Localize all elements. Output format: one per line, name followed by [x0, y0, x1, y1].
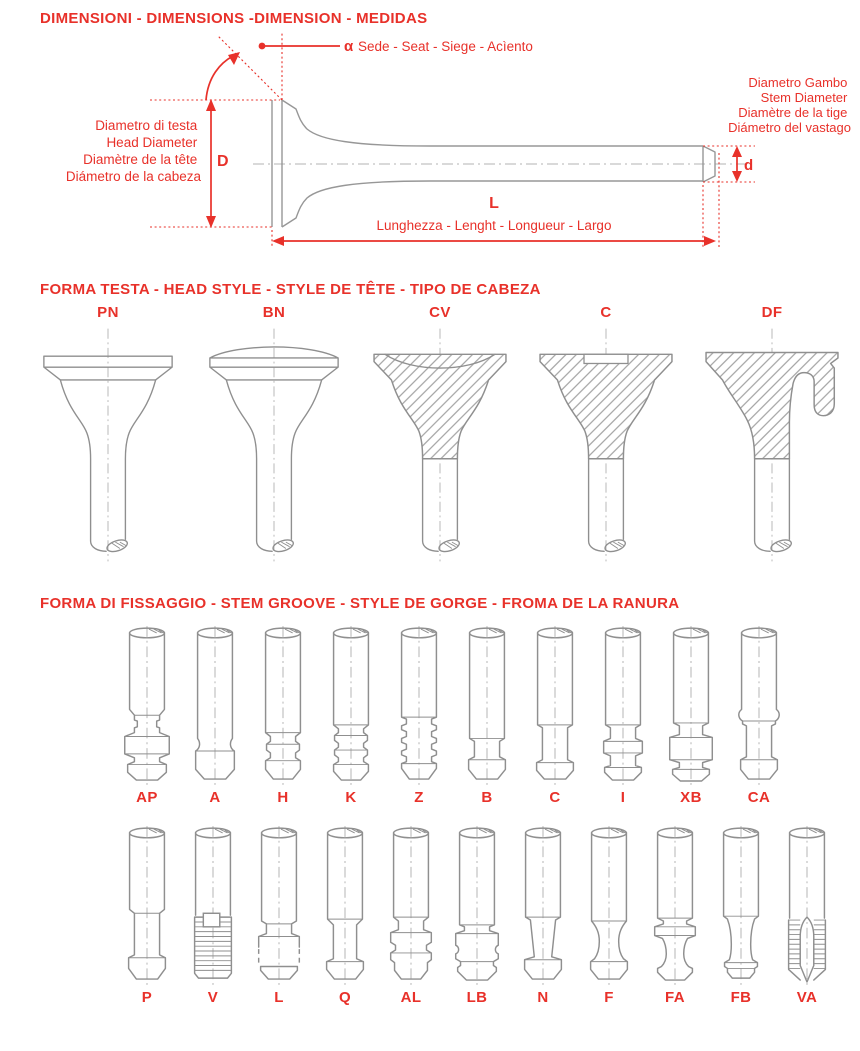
dimensions-section: [0, 0, 860, 259]
stem-diameter-symbol: d: [744, 157, 754, 174]
seat-angle-diagonal-guide: [217, 35, 282, 100]
stem-groove-figure-fa: [642, 824, 708, 1010]
head-styles-section: [0, 281, 860, 565]
stem-groove-figure-ca: [725, 624, 793, 810]
head-style-drawing-pn: [30, 325, 186, 565]
head-diameter-arrowhead-bottom: [206, 216, 216, 228]
stem-groove-figure-l: [246, 824, 312, 1010]
stem-groove-drawing-n: [513, 824, 573, 989]
head-style-figure-pn: [25, 304, 191, 565]
head-diameter-label: [66, 118, 202, 184]
stem-groove-figure-fb: [708, 824, 774, 1010]
stem-groove-figure-p: [114, 824, 180, 1010]
head-style-drawing-c: [528, 325, 684, 565]
head-style-label: CV: [429, 304, 451, 321]
stem-diameter-line1: Diametro Gambo: [748, 75, 848, 90]
head-style-drawing-bn: [196, 325, 352, 565]
stem-groove-drawing-lb: [447, 824, 507, 989]
stem-groove-label: H: [277, 789, 289, 806]
stem-groove-drawing-c: [525, 624, 585, 789]
stem-groove-label: XB: [680, 789, 702, 806]
stem-diameter-label: [728, 75, 851, 135]
stem-groove-drawing-a: [185, 624, 245, 789]
seat-symbol: α: [344, 38, 354, 55]
stem-groove-figure-xb: [657, 624, 725, 810]
head-diameter-line3: Diamètre de la tête: [83, 152, 198, 167]
valve-dimension-drawing: [0, 27, 860, 259]
stem-groove-drawing-i: [593, 624, 653, 789]
stem-groove-drawing-k: [321, 624, 381, 789]
length-arrowhead-right: [704, 236, 716, 246]
head-diameter-line2: Head Diameter: [106, 135, 198, 150]
stem-groove-figure-f: [576, 824, 642, 1010]
dimensions-title: DIMENSIONI - DIMENSIONS -DIMENSION - MEDIDAS: [40, 10, 428, 27]
head-style-label: C: [600, 304, 612, 321]
head-style-figure-df: [689, 304, 855, 565]
length-symbol: L: [489, 195, 499, 212]
head-diameter-line4: Diámetro de la cabeza: [65, 169, 201, 184]
stem-grooves-row-2: [114, 824, 840, 1010]
stem-groove-label: A: [209, 789, 221, 806]
stem-diameter-line4: Diámetro del vastago: [728, 120, 851, 135]
stem-groove-label: Z: [414, 789, 424, 806]
stem-groove-figure-h: [249, 624, 317, 810]
stem-groove-drawing-f: [579, 824, 639, 989]
head-diameter-symbol: D: [217, 153, 229, 170]
stem-groove-drawing-va: [777, 824, 837, 989]
stem-groove-figure-n: [510, 824, 576, 1010]
stem-groove-drawing-p: [117, 824, 177, 989]
length-arrowhead-left: [272, 236, 284, 246]
stem-groove-drawing-xb: [661, 624, 721, 789]
stem-groove-label: CA: [747, 789, 771, 806]
stem-groove-figure-b: [453, 624, 521, 810]
stem-groove-figure-ap: [113, 624, 181, 810]
stem-groove-label: C: [549, 789, 561, 806]
stem-groove-drawing-z: [389, 624, 449, 789]
stem-grooves-section: [0, 595, 860, 1010]
stem-groove-drawing-b: [457, 624, 517, 789]
stem-groove-label: AL: [400, 989, 422, 1006]
stem-groove-figure-a: [181, 624, 249, 810]
stem-groove-label: FB: [730, 989, 752, 1006]
stem-groove-drawing-v: [183, 824, 243, 989]
stem-groove-drawing-q: [315, 824, 375, 989]
stem-groove-label: AP: [136, 789, 158, 806]
stem-groove-figure-z: [385, 624, 453, 810]
stem-groove-figure-va: [774, 824, 840, 1010]
stem-groove-figure-v: [180, 824, 246, 1010]
stem-groove-label: B: [481, 789, 493, 806]
head-style-figure-bn: [191, 304, 357, 565]
stem-groove-figure-k: [317, 624, 385, 810]
stem-groove-label: K: [345, 789, 357, 806]
stem-groove-label: I: [620, 789, 626, 806]
stem-groove-label: P: [141, 989, 153, 1006]
stem-groove-label: N: [537, 989, 549, 1006]
stem-groove-figure-al: [378, 824, 444, 1010]
stem-groove-drawing-h: [253, 624, 313, 789]
stem-groove-label: L: [274, 989, 284, 1006]
stem-groove-label: V: [207, 989, 219, 1006]
stem-groove-figure-i: [589, 624, 657, 810]
stem-groove-label: VA: [796, 989, 818, 1006]
stem-groove-label: Q: [338, 989, 352, 1006]
head-diameter-arrowhead-top: [206, 99, 216, 111]
stem-groove-label: LB: [466, 989, 488, 1006]
head-style-label: PN: [97, 304, 119, 321]
seat-angle-arc: [206, 56, 233, 100]
stem-groove-figure-c: [521, 624, 589, 810]
head-style-label: DF: [761, 304, 783, 321]
head-diameter-line1: Diametro di testa: [95, 118, 198, 133]
head-style-drawing-cv: [362, 325, 518, 565]
length-label: Lunghezza - Lenght - Longueur - Largo: [376, 218, 612, 233]
head-styles-title: FORMA TESTA - HEAD STYLE - STYLE DE TÊTE - TIPO DE CABEZA: [40, 281, 541, 298]
stem-groove-drawing-fa: [645, 824, 705, 989]
head-style-figure-cv: [357, 304, 523, 565]
stem-groove-drawing-ca: [729, 624, 789, 789]
stem-grooves-row-1: [113, 624, 793, 810]
stem-diameter-line2: Stem Diameter: [760, 90, 848, 105]
stem-groove-label: FA: [665, 989, 685, 1006]
stem-diameter-line3: Diamètre de la tige: [738, 105, 848, 120]
stem-groove-figure-lb: [444, 824, 510, 1010]
head-style-label: BN: [262, 304, 286, 321]
stem-groove-figure-q: [312, 824, 378, 1010]
stem-diameter-arrowhead-bottom: [732, 171, 742, 182]
stem-groove-drawing-ap: [117, 624, 177, 789]
head-styles-row: [25, 304, 855, 565]
head-style-drawing-df: [694, 325, 850, 565]
stem-groove-label: F: [604, 989, 614, 1006]
stem-groove-drawing-fb: [711, 824, 771, 989]
head-style-figure-c: [523, 304, 689, 565]
seat-label: Sede - Seat - Siege - Acìento: [358, 39, 533, 54]
stem-groove-drawing-al: [381, 824, 441, 989]
stem-groove-drawing-l: [249, 824, 309, 989]
stem-diameter-arrowhead-top: [732, 146, 742, 157]
stem-grooves-title: FORMA DI FISSAGGIO - STEM GROOVE - STYLE DE GORGE - FROMA DE LA RANURA: [40, 595, 680, 612]
